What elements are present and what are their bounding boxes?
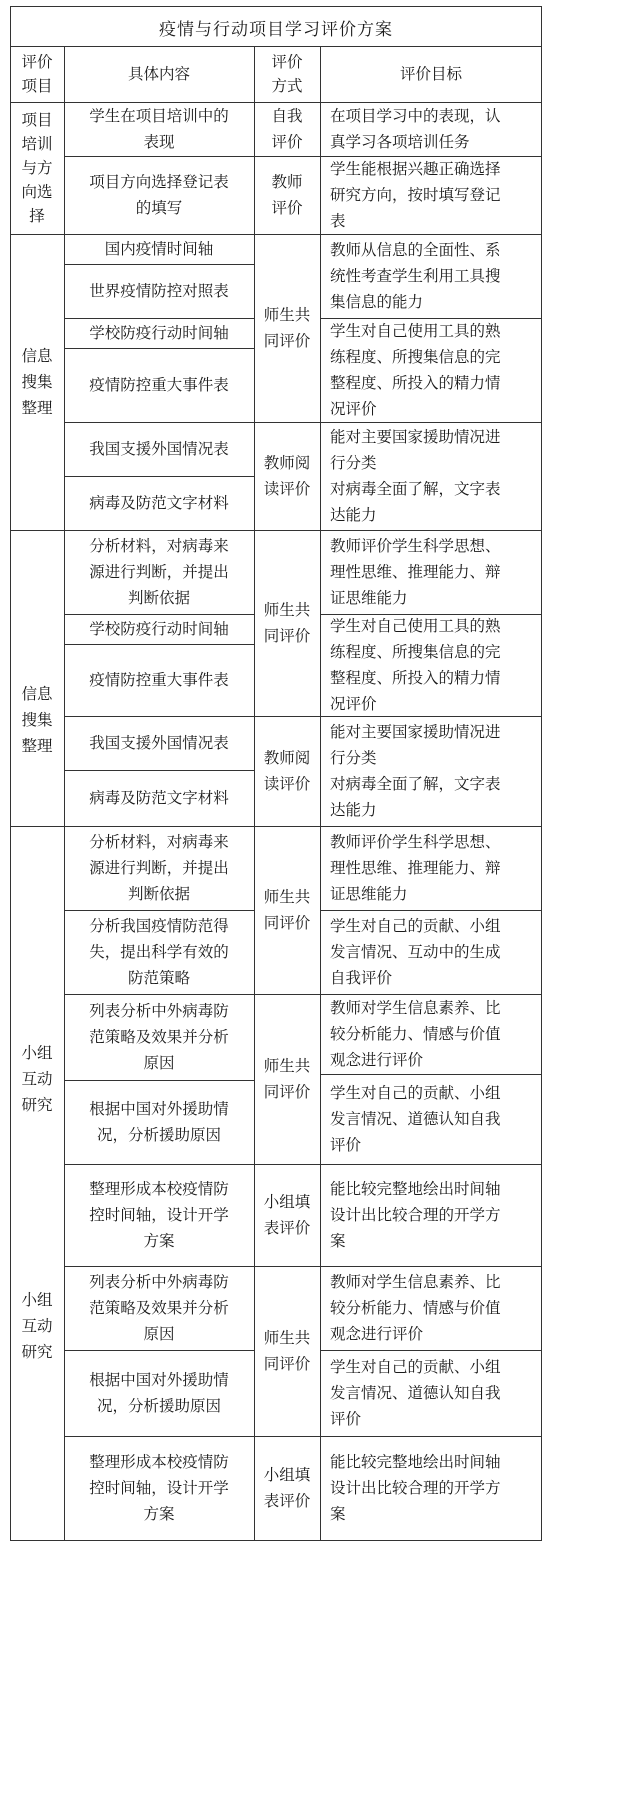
- header-project: 评价 项目: [21, 53, 53, 95]
- table-title: 疫情与行动项目学习评价方案: [10, 6, 542, 47]
- goal-info-literacy: 教师对学生信息素养、比 较分析能力、情感与价值 观念进行评价: [330, 999, 501, 1069]
- method-group-form-2: 小组填 表评价: [263, 1466, 311, 1510]
- goal-scientific-thinking: 教师评价学生科学思想、 理性思维、推理能力、辩 证思维能力: [330, 537, 501, 607]
- method-group-form: 小组填 表评价: [263, 1193, 311, 1237]
- content-major-events-2: 疫情防控重大事件表: [89, 671, 229, 689]
- goal-info-literacy-2: 教师对学生信息素养、比 较分析能力、情感与价值 观念进行评价: [330, 1273, 501, 1343]
- goal-moral-self-2: 学生对自己的贡献、小组 发言情况、道德认知自我 评价: [330, 1358, 501, 1428]
- project-group-research: 小组 互动 研究: [21, 1044, 53, 1114]
- grid-line: [10, 6, 11, 46]
- goal-aid-classify: 能对主要国家援助情况进 行分类 对病毒全面了解，文字表 达能力: [330, 428, 501, 524]
- goal-timeline-plan-2: 能比较完整地绘出时间轴 设计出比较合理的开学方 案: [330, 1453, 501, 1523]
- content-strategy-compare: 列表分析中外病毒防 范策略及效果并分析 原因: [89, 1002, 229, 1072]
- content-school-plan-2: 整理形成本校疫情防 控时间轴，设计开学 方案: [89, 1453, 229, 1523]
- grid-line: [10, 826, 542, 827]
- grid-line: [64, 1164, 542, 1165]
- grid-line: [64, 156, 542, 157]
- grid-line: [64, 476, 254, 477]
- content-major-events: 疫情防控重大事件表: [89, 376, 229, 394]
- grid-line: [320, 46, 321, 1540]
- grid-line: [64, 1350, 254, 1351]
- content-virus-material: 病毒及防范文字材料: [89, 494, 229, 512]
- grid-line: [64, 318, 254, 319]
- grid-line: [64, 770, 254, 771]
- grid-line: [64, 1266, 542, 1267]
- project-group-research-2: 小组 互动 研究: [21, 1291, 53, 1361]
- method-joint-2: 师生共 同评价: [263, 601, 311, 645]
- method-joint-5: 师生共 同评价: [263, 1329, 311, 1373]
- grid-line: [64, 614, 254, 615]
- grid-line: [541, 6, 542, 1540]
- content-school-plan: 整理形成本校疫情防 控时间轴，设计开学 方案: [89, 1180, 229, 1250]
- goal-self-tools-2: 学生对自己使用工具的熟 练程度、所搜集信息的完 整程度、所投入的精力情 况评价: [330, 617, 501, 713]
- content-virus-source: 分析材料，对病毒来 源进行判断，并提出 判断依据: [89, 537, 229, 607]
- grid-line: [10, 234, 542, 235]
- grid-line: [10, 102, 542, 103]
- method-teacher: 教师 评价: [271, 173, 303, 217]
- content-strategy-compare-2: 列表分析中外病毒防 范策略及效果并分析 原因: [89, 1273, 229, 1343]
- content-virus-source-2: 分析材料，对病毒来 源进行判断，并提出 判断依据: [89, 833, 229, 903]
- grid-line: [64, 994, 542, 995]
- grid-line: [10, 1540, 542, 1541]
- content-prevention-strategy: 分析我国疫情防范得 失，提出科学有效的 防范策略: [89, 917, 229, 987]
- grid-line: [64, 264, 254, 265]
- grid-line: [320, 614, 542, 615]
- content-aid-table-2: 我国支援外国情况表: [89, 734, 229, 752]
- goal-info-comprehensive: 教师从信息的全面性、系 统性考查学生利用工具搜 集信息的能力: [330, 241, 501, 311]
- content-world-table: 世界疫情防控对照表: [89, 282, 229, 300]
- method-joint: 师生共 同评价: [263, 306, 311, 350]
- grid-line: [320, 318, 542, 319]
- grid-line: [64, 46, 65, 1540]
- goal-direction: 学生能根据兴趣正确选择 研究方向，按时填写登记 表: [330, 160, 501, 230]
- goal-self-tools: 学生对自己使用工具的熟 练程度、所搜集信息的完 整程度、所投入的精力情 况评价: [330, 322, 501, 418]
- goal-training: 在项目学习中的表现，认 真学习各项培训任务: [330, 107, 501, 151]
- grid-line: [64, 422, 542, 423]
- grid-line: [64, 1080, 254, 1081]
- method-teacher-read: 教师阅 读评价: [263, 454, 311, 498]
- content-school-timeline: 学校防疫行动时间轴: [89, 324, 229, 342]
- grid-line: [64, 1436, 542, 1437]
- method-self: 自我 评价: [271, 107, 303, 151]
- grid-line: [320, 910, 542, 911]
- content-virus-material-2: 病毒及防范文字材料: [89, 789, 229, 807]
- content-aid-reason: 根据中国对外援助情 况，分析援助原因: [89, 1100, 229, 1144]
- project-info-collection: 信息 搜集 整理: [21, 347, 53, 417]
- grid-line: [254, 46, 255, 1540]
- content-school-timeline-2: 学校防疫行动时间轴: [89, 620, 229, 638]
- grid-line: [64, 644, 254, 645]
- content-aid-table: 我国支援外国情况表: [89, 440, 229, 458]
- content-aid-reason-2: 根据中国对外援助情 况，分析援助原因: [89, 1371, 229, 1415]
- content-direction-form: 项目方向选择登记表 的填写: [89, 173, 229, 217]
- goal-moral-self: 学生对自己的贡献、小组 发言情况、道德认知自我 评价: [330, 1084, 501, 1154]
- grid-line: [320, 1350, 542, 1351]
- goal-timeline-plan: 能比较完整地绘出时间轴 设计出比较合理的开学方 案: [330, 1180, 501, 1250]
- grid-line: [64, 910, 254, 911]
- goal-scientific-thinking-2: 教师评价学生科学思想、 理性思维、推理能力、辩 证思维能力: [330, 833, 501, 903]
- grid-line: [10, 46, 11, 1540]
- project-training-selection: 项目 培训 与方 向选 择: [21, 111, 53, 225]
- goal-aid-classify-2: 能对主要国家援助情况进 行分类 对病毒全面了解，文字表 达能力: [330, 723, 501, 819]
- header-method: 评价 方式: [271, 53, 303, 95]
- grid-line: [10, 530, 542, 531]
- content-domestic-timeline: 国内疫情时间轴: [104, 240, 214, 258]
- project-info-collection-2: 信息 搜集 整理: [21, 685, 53, 755]
- header-goal: 评价目标: [399, 65, 462, 83]
- method-joint-4: 师生共 同评价: [263, 1057, 311, 1101]
- grid-line: [320, 1074, 542, 1075]
- goal-self-contribution: 学生对自己的贡献、小组 发言情况、互动中的生成 自我评价: [330, 917, 501, 987]
- evaluation-table: [10, 6, 542, 1786]
- method-joint-3: 师生共 同评价: [263, 888, 311, 932]
- method-teacher-read-2: 教师阅 读评价: [263, 749, 311, 793]
- grid-line: [64, 716, 542, 717]
- header-content: 具体内容: [127, 65, 190, 83]
- content-training-performance: 学生在项目培训中的 表现: [89, 107, 229, 151]
- grid-line: [10, 46, 542, 47]
- grid-line: [64, 348, 254, 349]
